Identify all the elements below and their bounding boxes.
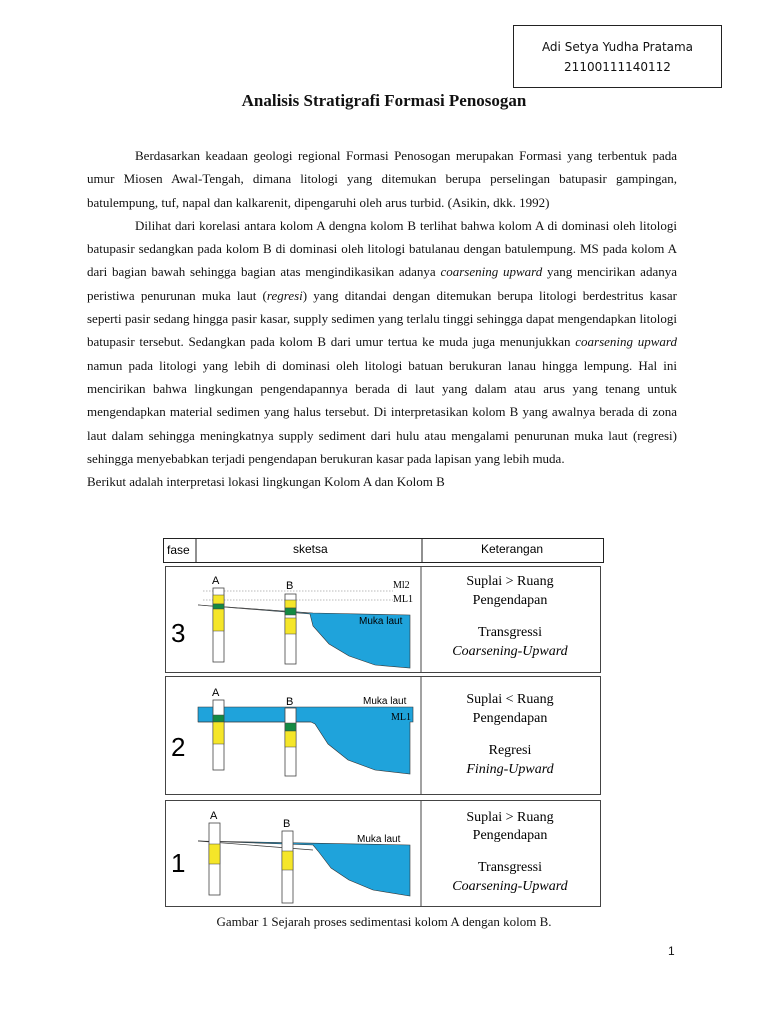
figure-svg	[163, 538, 605, 911]
emphasis-coarsening-upward-2: coarsening upward	[575, 334, 677, 350]
column-b-2-sand	[285, 731, 296, 747]
phase-row-2	[166, 676, 601, 795]
row-3-desc-2: Pengendapan	[472, 593, 548, 608]
column-b-3-green	[285, 608, 296, 615]
row-1-desc-2: Pengendapan	[472, 828, 548, 843]
column-b-3-sand	[285, 618, 296, 634]
column-b-1-sand	[282, 851, 293, 870]
author-box	[513, 25, 722, 88]
column-a-1-sand	[209, 844, 220, 864]
figure-caption: Gambar 1 Sejarah proses sedimentasi kolom A dengan kolom B.	[216, 914, 552, 929]
column-b-label-1: B	[283, 818, 291, 830]
column-a-3-green	[213, 604, 224, 609]
document-title: Analisis Stratigrafi Formasi Penosogan	[241, 91, 527, 110]
paragraph-3: Berikut adalah interpretasi lokasi lingkungan Kolom A dan Kolom B	[87, 474, 445, 490]
sea-label-2: Muka laut	[363, 696, 407, 707]
sea-label-3: Muka laut	[359, 616, 403, 627]
row-3-desc-1: Suplai > Ruang	[466, 574, 554, 589]
row-2-desc-1: Suplai < Ruang	[466, 692, 554, 707]
paragraph-2	[87, 214, 677, 470]
row-2-desc-4: Fining-Upward	[466, 762, 554, 777]
row-1-desc-3: Transgressi	[477, 860, 543, 875]
sea-label-1: Muka laut	[357, 834, 401, 845]
row-2-desc-2: Pengendapan	[472, 711, 548, 726]
column-a-3-sand	[213, 609, 224, 631]
paragraph-2-part-b: yang mencirikan adanya peristiwa penurunan muka laut (	[87, 264, 677, 303]
fase-number-2: 2	[171, 732, 186, 762]
ml1-label-2: ML1	[391, 712, 411, 723]
ml1-label-3: ML1	[393, 594, 413, 605]
ml2-label: Ml2	[393, 580, 410, 591]
column-a-2-sand	[213, 722, 224, 744]
fase-number-3: 3	[171, 618, 186, 648]
header-sketsa: sketsa	[293, 542, 328, 556]
phase-row-3	[166, 566, 601, 673]
paragraph-2-part-a: Dilihat dari korelasi antara kolom A dengna kolom B terlihat bahwa kolom A di dominasi oleh litologi batupasir sedangkan pada kolom B di dominasi oleh litologi batulanau dengan batulempung. MS pada kolom A dari bagian bawah sehingga bagian atas mengindikasikan adanya	[87, 217, 677, 280]
author-name: Adi Setya Yudha Pratama	[541, 40, 694, 54]
page-number: 1	[668, 944, 675, 958]
fase-number-1: 1	[171, 848, 186, 878]
row-1-desc-4: Coarsening-Upward	[452, 879, 568, 894]
phase-row-1	[166, 800, 601, 907]
row-2-desc-3: Regresi	[488, 743, 532, 758]
column-a-2-green	[213, 715, 224, 722]
column-a-3-sand-top	[213, 595, 224, 604]
paragraph-2-part-c: ) yang ditandai dengan ditemukan berupa litologi berdestritus kasar seperti pasir sedang hingga pasir kasar, supply sedimen yang terlalu tinggi sehingga dapat mengendapkan litologi batupasir tersebut. Sedangkan pada kolom B dari umur tertua ke muda juga menunjukkan	[87, 287, 677, 350]
paragraph-1: Berdasarkan keadaan geologi regional Formasi Penosogan merupakan Formasi yang terbentuk pada umur Miosen Awal-Tengah, dimana litologi yang ditemukan berupa perselingan batupasir gampingan, batulempung, tuf, napal dan kalkarenit, dipengaruhi oleh arus turbid. (Asikin, dkk. 1992)	[87, 148, 677, 210]
column-a-label-3: A	[212, 575, 220, 587]
column-b-label-2: B	[286, 696, 294, 708]
row-1-desc-1: Suplai > Ruang	[466, 810, 554, 825]
paragraph-2-part-d: namun pada litologi yang lebih di dominasi oleh litologi batuan berukuran lanau hingga lempung. Hal ini mencirikan bahwa lingkungan pengendapannya berada di laut yang dalam atau arus yang tenang untuk mengendapkan material sedimen yang halus tersebut. Di interpretasikan kolom B yang awalnya berada di zona laut dalam sehingga meningkatnya supply sediment dari hulu atau mengalami penurunan muka laut (regresi) sehingga menyebabkan terjadi pengendapan berukuran kasar pada lapisan yang lebih muda.	[87, 357, 677, 466]
row-3-desc-3: Transgressi	[477, 625, 543, 640]
column-b-2-green	[285, 723, 296, 731]
column-b-3-sand-top	[285, 600, 296, 608]
sedimentation-figure	[163, 538, 605, 911]
student-id: 21100111140112	[564, 60, 671, 74]
emphasis-coarsening-upward-1: coarsening upward	[440, 264, 543, 280]
column-a-label-2: A	[212, 687, 220, 699]
column-b-label-3: B	[286, 580, 294, 592]
header-fase: fase	[167, 543, 190, 557]
header-keterangan: Keterangan	[481, 542, 544, 556]
document-body	[87, 144, 677, 493]
column-a-label-1: A	[210, 810, 218, 822]
row-3-desc-4: Coarsening-Upward	[452, 644, 568, 659]
emphasis-regresi: regresi	[266, 287, 303, 303]
